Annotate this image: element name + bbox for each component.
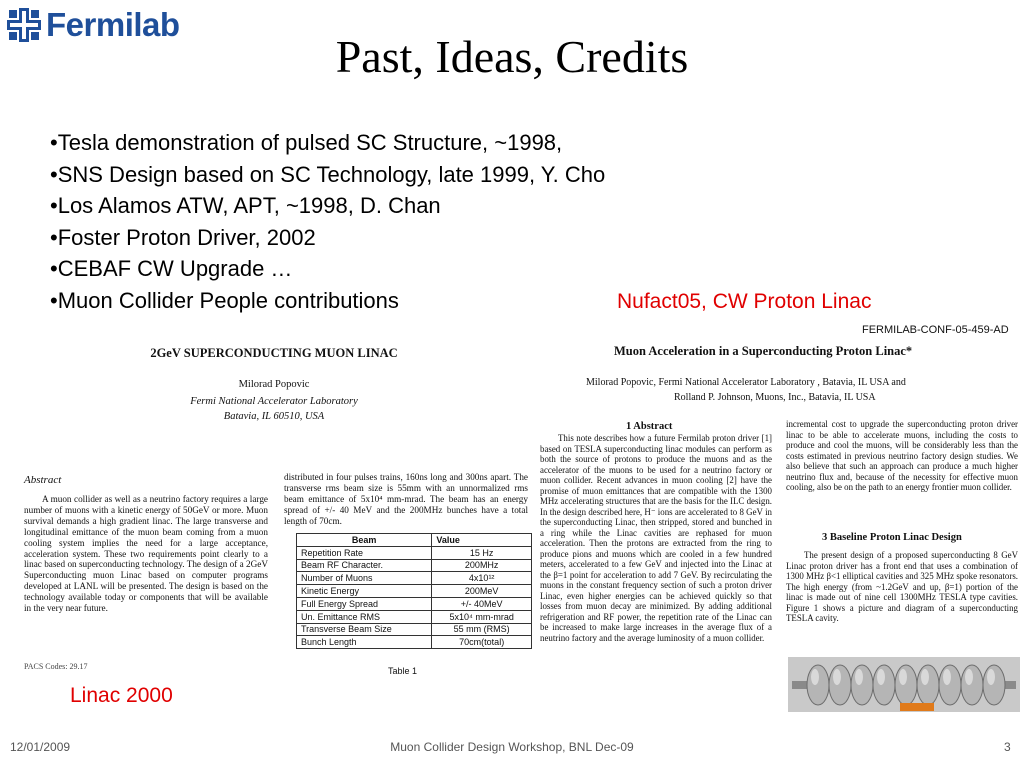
- paper-nufact05: [536, 322, 1022, 712]
- abstract-heading: 1 Abstract: [626, 421, 673, 432]
- bullet-item: •Foster Proton Driver, 2002: [50, 224, 316, 250]
- caption-nufact05: Nufact05, CW Proton Linac: [617, 290, 872, 313]
- section-text: The present design of a proposed superconducting 8 GeV Linac proton driver has a front end that uses a combination of 1300 MHz β<1 elliptical cavities and 325 MHz spoke resonators. The high energy (from ~1.2GeV and up, β=1) portion of the linac is made out of nine cell 1300MHz TESLA type cavities. Figure 1 shows a picture and diagram of a superconducting TESLA cavity.: [786, 550, 1018, 623]
- table-cell: Kinetic Energy: [297, 585, 432, 598]
- table-cell: 4x10¹²: [432, 572, 532, 585]
- table-cell: Repetition Rate: [297, 546, 432, 559]
- beam-parameters-table: [296, 533, 532, 649]
- paper-authors: Milorad Popovic, Fermi National Accelerator Laboratory , Batavia, IL USA and: [586, 377, 906, 388]
- table-cell: Full Energy Spread: [297, 597, 432, 610]
- paper-location: Batavia, IL 60510, USA: [223, 411, 325, 422]
- slide-title: Past, Ideas, Credits: [335, 31, 689, 82]
- bullet-item: •Tesla demonstration of pulsed SC Structure, ~1998,: [50, 130, 563, 155]
- footer-date: 12/01/2009: [10, 740, 71, 754]
- table-row: [297, 636, 532, 649]
- table-row: [297, 546, 532, 559]
- table-row: [297, 623, 532, 636]
- table-row: [297, 597, 532, 610]
- abstract-text: This note describes how a future Fermilab proton driver [1] based on TESLA superconducting linac modules can perform as both the source of protons to produce the muons and as the accelerator of the muons to be used for a neutrino factory or muon collider. Recent advances in muon cooling [2] have the promise of muon emittances that are compatible with the 1300 MHz accelerating structures that are the basis for the ILC design. In the design described here, H⁻ ions are accelerated to 8 GeV in the superconducting Linac, then stripped, stored and bunched in a ring while the Linac cavities are rephased for muon acceleration. Then the protons are extracted from the ring to produce pions and muons which are cooled in a few hundred meters, accelerated to a few GeV and injected into the Linac at the β=1 point for acceleration to add 7 GeV. By recirculating the muons in the constant frequency section of such a proton driver Linac, even higher energies can be achieved quickly so that losses from muon decay are minimized. By adding additional refrigeration and RF power, the repetition rate of the Linac can be increased to make large increases in the average flux of a neutrino factory and the average luminosity of a muon collider.: [540, 433, 772, 643]
- table-cell: 200MHz: [432, 559, 532, 572]
- table-cell: 55 mm (RMS): [432, 623, 532, 636]
- paper-title: Muon Acceleration in a Superconducting Proton Linac*: [614, 344, 913, 358]
- table-cell: 5x10⁴ mm-mrad: [432, 610, 532, 623]
- footer-event: Muon Collider Design Workshop, BNL Dec-09: [390, 740, 634, 754]
- table-cell: +/- 40MeV: [432, 597, 532, 610]
- table-cell: Un. Emittance RMS: [297, 610, 432, 623]
- table-cell: Beam RF Character.: [297, 559, 432, 572]
- table-row: [297, 572, 532, 585]
- section-heading: 3 Baseline Proton Linac Design: [822, 532, 962, 543]
- table-cell: Bunch Length: [297, 636, 432, 649]
- paper-author: Milorad Popovic: [238, 379, 310, 390]
- table-caption: Table 1: [388, 666, 418, 676]
- body-text: incremental cost to upgrade the superconducting proton driver linac to be able to accelerate muons, including the costs to produce and cool the muons, will be considerably less than the costs estimated in previous neutrino factory design studies. We also believe that such an approach can produce a much higher neutrino flux and, because of the necessity for effective muon cooling, also be on the path to an energy frontier muon collider.: [786, 419, 1018, 492]
- paper-title: 2GeV SUPERCONDUCTING MUON LINAC: [150, 346, 398, 360]
- bullet-item: •CEBAF CW Upgrade …: [50, 256, 293, 281]
- table-header: Beam: [297, 534, 432, 547]
- table-cell: Transverse Beam Size: [297, 623, 432, 636]
- table-cell: 70cm(total): [432, 636, 532, 649]
- table-row: [297, 610, 532, 623]
- body-text: distributed in four pulses trains, 160ns long and 300ns apart. The transverse rms beam size is 55mm with an unnormalized rms beam emittance of 5x10⁴ mm-mrad. The beam has an energy spread of +/- 40 MeV and the 200MHz bunches have a total length of 70cm.: [284, 472, 528, 526]
- table-cell: 15 Hz: [432, 546, 532, 559]
- table-header-row: [297, 534, 532, 547]
- abstract-heading: Abstract: [24, 474, 62, 486]
- table-cell: 200MeV: [432, 585, 532, 598]
- report-id: FERMILAB-CONF-05-459-AD: [862, 324, 1009, 336]
- paper-linac-2000: [14, 330, 534, 710]
- table-row: [297, 559, 532, 572]
- bullet-item: •Los Alamos ATW, APT, ~1998, D. Chan: [50, 193, 441, 218]
- pacs-codes: PACS Codes: 29.17: [24, 662, 88, 671]
- bullet-list: [50, 127, 605, 316]
- table-cell: Number of Muons: [297, 572, 432, 585]
- paper-affiliation: Fermi National Accelerator Laboratory: [190, 396, 358, 407]
- bullet-item: •SNS Design based on SC Technology, late 1999, Y. Cho: [50, 161, 606, 187]
- logo-text: Fermilab: [46, 6, 180, 43]
- cavity-illustration: [788, 657, 1020, 712]
- caption-linac-2000: Linac 2000: [70, 684, 173, 707]
- table-header: Value: [432, 534, 532, 547]
- footer-page-number: 3: [1004, 740, 1011, 754]
- tesla-cavity-photo: [788, 657, 1020, 712]
- bullet-item: •Muon Collider People contributions: [50, 287, 399, 313]
- abstract-text: A muon collider as well as a neutrino factory requires a large number of muons with a kinetic energy of 50GeV or more. Muon survival demands a high gradient linac. The large transverse and longitudinal emittance of the muon beam coming from a muon cooling system implies the need for a large acceptance, acceleration system. These two requirements point clearly to a linac based on superconducting technology. The design of a 2GeV Superconducting muon Linac based on computer programs developed at LANL will be presented. The design is based on the technology available today or components that will be available in the very near future.: [24, 494, 268, 614]
- paper-authors: Rolland P. Johnson, Muons, Inc., Batavia, IL USA: [674, 392, 876, 403]
- table-row: [297, 585, 532, 598]
